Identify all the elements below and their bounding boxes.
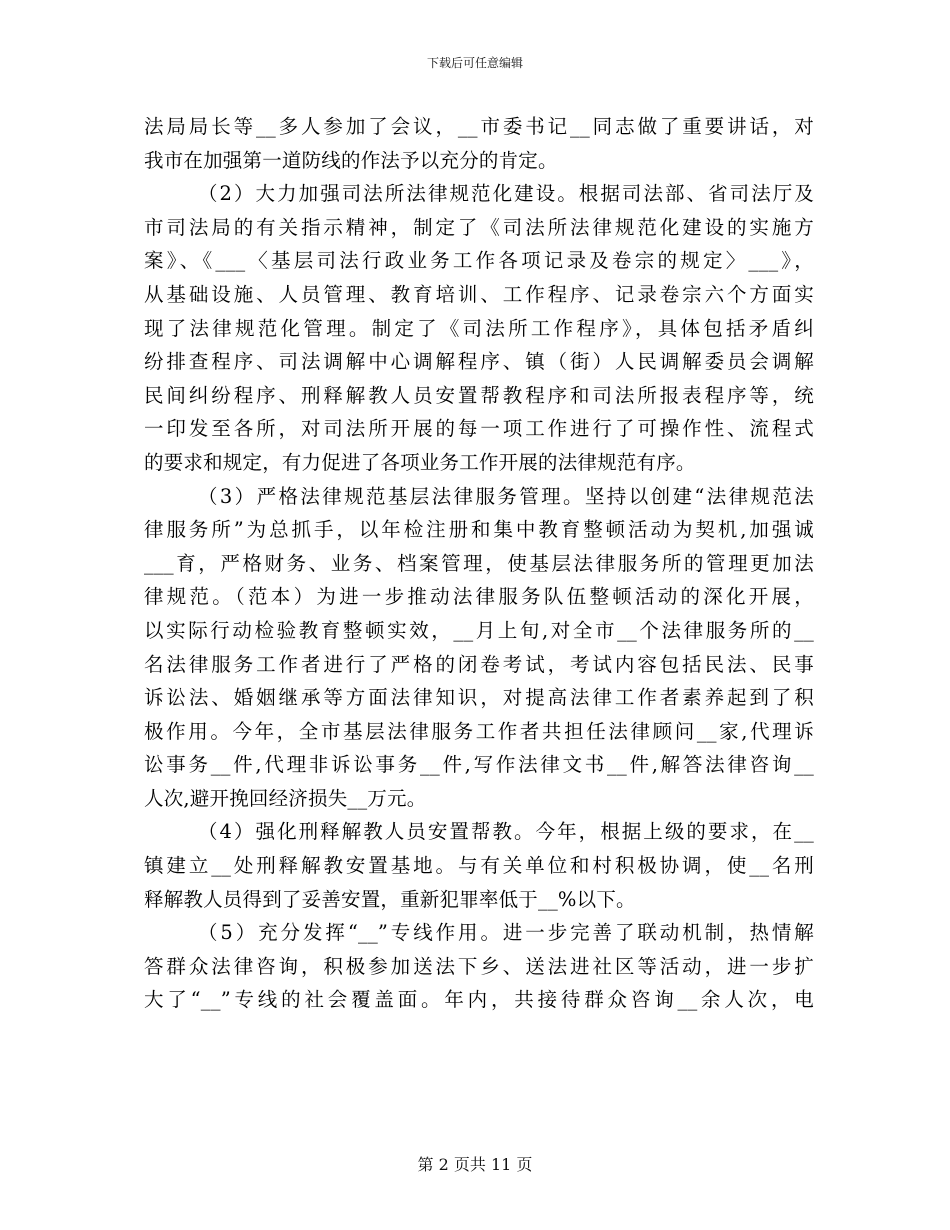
text-line: 民间纠纷程序、刑释解教人员安置帮教程序和司法所报表程序等，统: [144, 383, 814, 407]
text-line: 释解教人员得到了妥善安置，重新犯罪率低于__%以下。: [144, 887, 636, 911]
document-body: [144, 110, 814, 1017]
text-line: 法局局长等__多人参加了会议，__市委书记__同志做了重要讲话，对: [144, 115, 814, 138]
text-line: 案》、《___〈基层司法行政业务工作各项记录及卷宗的规定〉___》，: [144, 249, 814, 273]
text-line: （4）强化刑释解教人员安置帮教。今年，根据上级的要求，在__: [198, 820, 814, 844]
text-line: 的要求和规定，有力促进了各项业务工作开展的法律规范有序。: [144, 450, 696, 474]
text-line: （5）充分发挥“__”专线作用。进一步完善了联动机制，热情解: [198, 921, 814, 945]
text-line: 律规范。（范本）为进一步推动法律服务队伍整顿活动的深化开展，: [144, 585, 814, 609]
text-line: 纷排查程序、司法调解中心调解程序、镇（街）人民调解委员会调解: [144, 350, 814, 374]
page-header: 下载后可任意编辑: [426, 56, 523, 70]
text-line: 市司法局的有关指示精神，制定了《司法所法律规范化建设的实施方: [144, 215, 814, 239]
text-line: 律服务所”为总抓手，以年检注册和集中教育整顿活动为契机,加强诚: [144, 518, 814, 542]
text-line: 我市在加强第一道防线的作法予以充分的肯定。: [144, 148, 558, 172]
text-line: 诉讼法、婚姻继承等方面法律知识，对提高法律工作者素养起到了积: [144, 686, 814, 710]
text-line: 大了“__”专线的社会覆盖面。年内，共接待群众咨询__余人次，电: [144, 988, 814, 1012]
text-line: 讼事务__件,代理非诉讼事务__件,写作法律文书__件,解答法律咨询__: [144, 753, 814, 777]
text-line: 镇建立__处刑释解教安置基地。与有关单位和村积极协调，使__名刑: [144, 854, 814, 878]
text-line: 人次,避开挽回经济损失__万元。: [144, 786, 427, 810]
text-line: ___育，严格财务、业务、档案管理，使基层法律服务所的管理更加法: [144, 551, 814, 575]
text-line: 一印发至各所，对司法所开展的每一项工作进行了可操作性、流程式: [144, 417, 814, 441]
text-line: 以实际行动检验教育整顿实效，__月上旬,对全市__个法律服务所的__: [144, 618, 814, 642]
text-line: 名法律服务工作者进行了严格的闭卷考试，考试内容包括民法、民事: [144, 652, 814, 676]
page-footer: 第 2 页共 11 页: [417, 1155, 533, 1174]
text-line: （2）大力加强司法所法律规范化建设。根据司法部、省司法厅及: [198, 182, 814, 206]
text-line: （3）严格法律规范基层法律服务管理。坚持以创建“法律规范法: [198, 484, 814, 508]
text-line: 答群众法律咨询，积极参加送法下乡、送法进社区等活动，进一步扩: [144, 954, 814, 978]
text-line: 现了法律规范化管理。制定了《司法所工作程序》，具体包括矛盾纠: [144, 316, 814, 340]
text-line: 极作用。今年，全市基层法律服务工作者共担任法律顾问__家,代理诉: [144, 719, 814, 743]
text-line: 从基础设施、人员管理、教育培训、工作程序、记录卷宗六个方面实: [144, 282, 814, 306]
